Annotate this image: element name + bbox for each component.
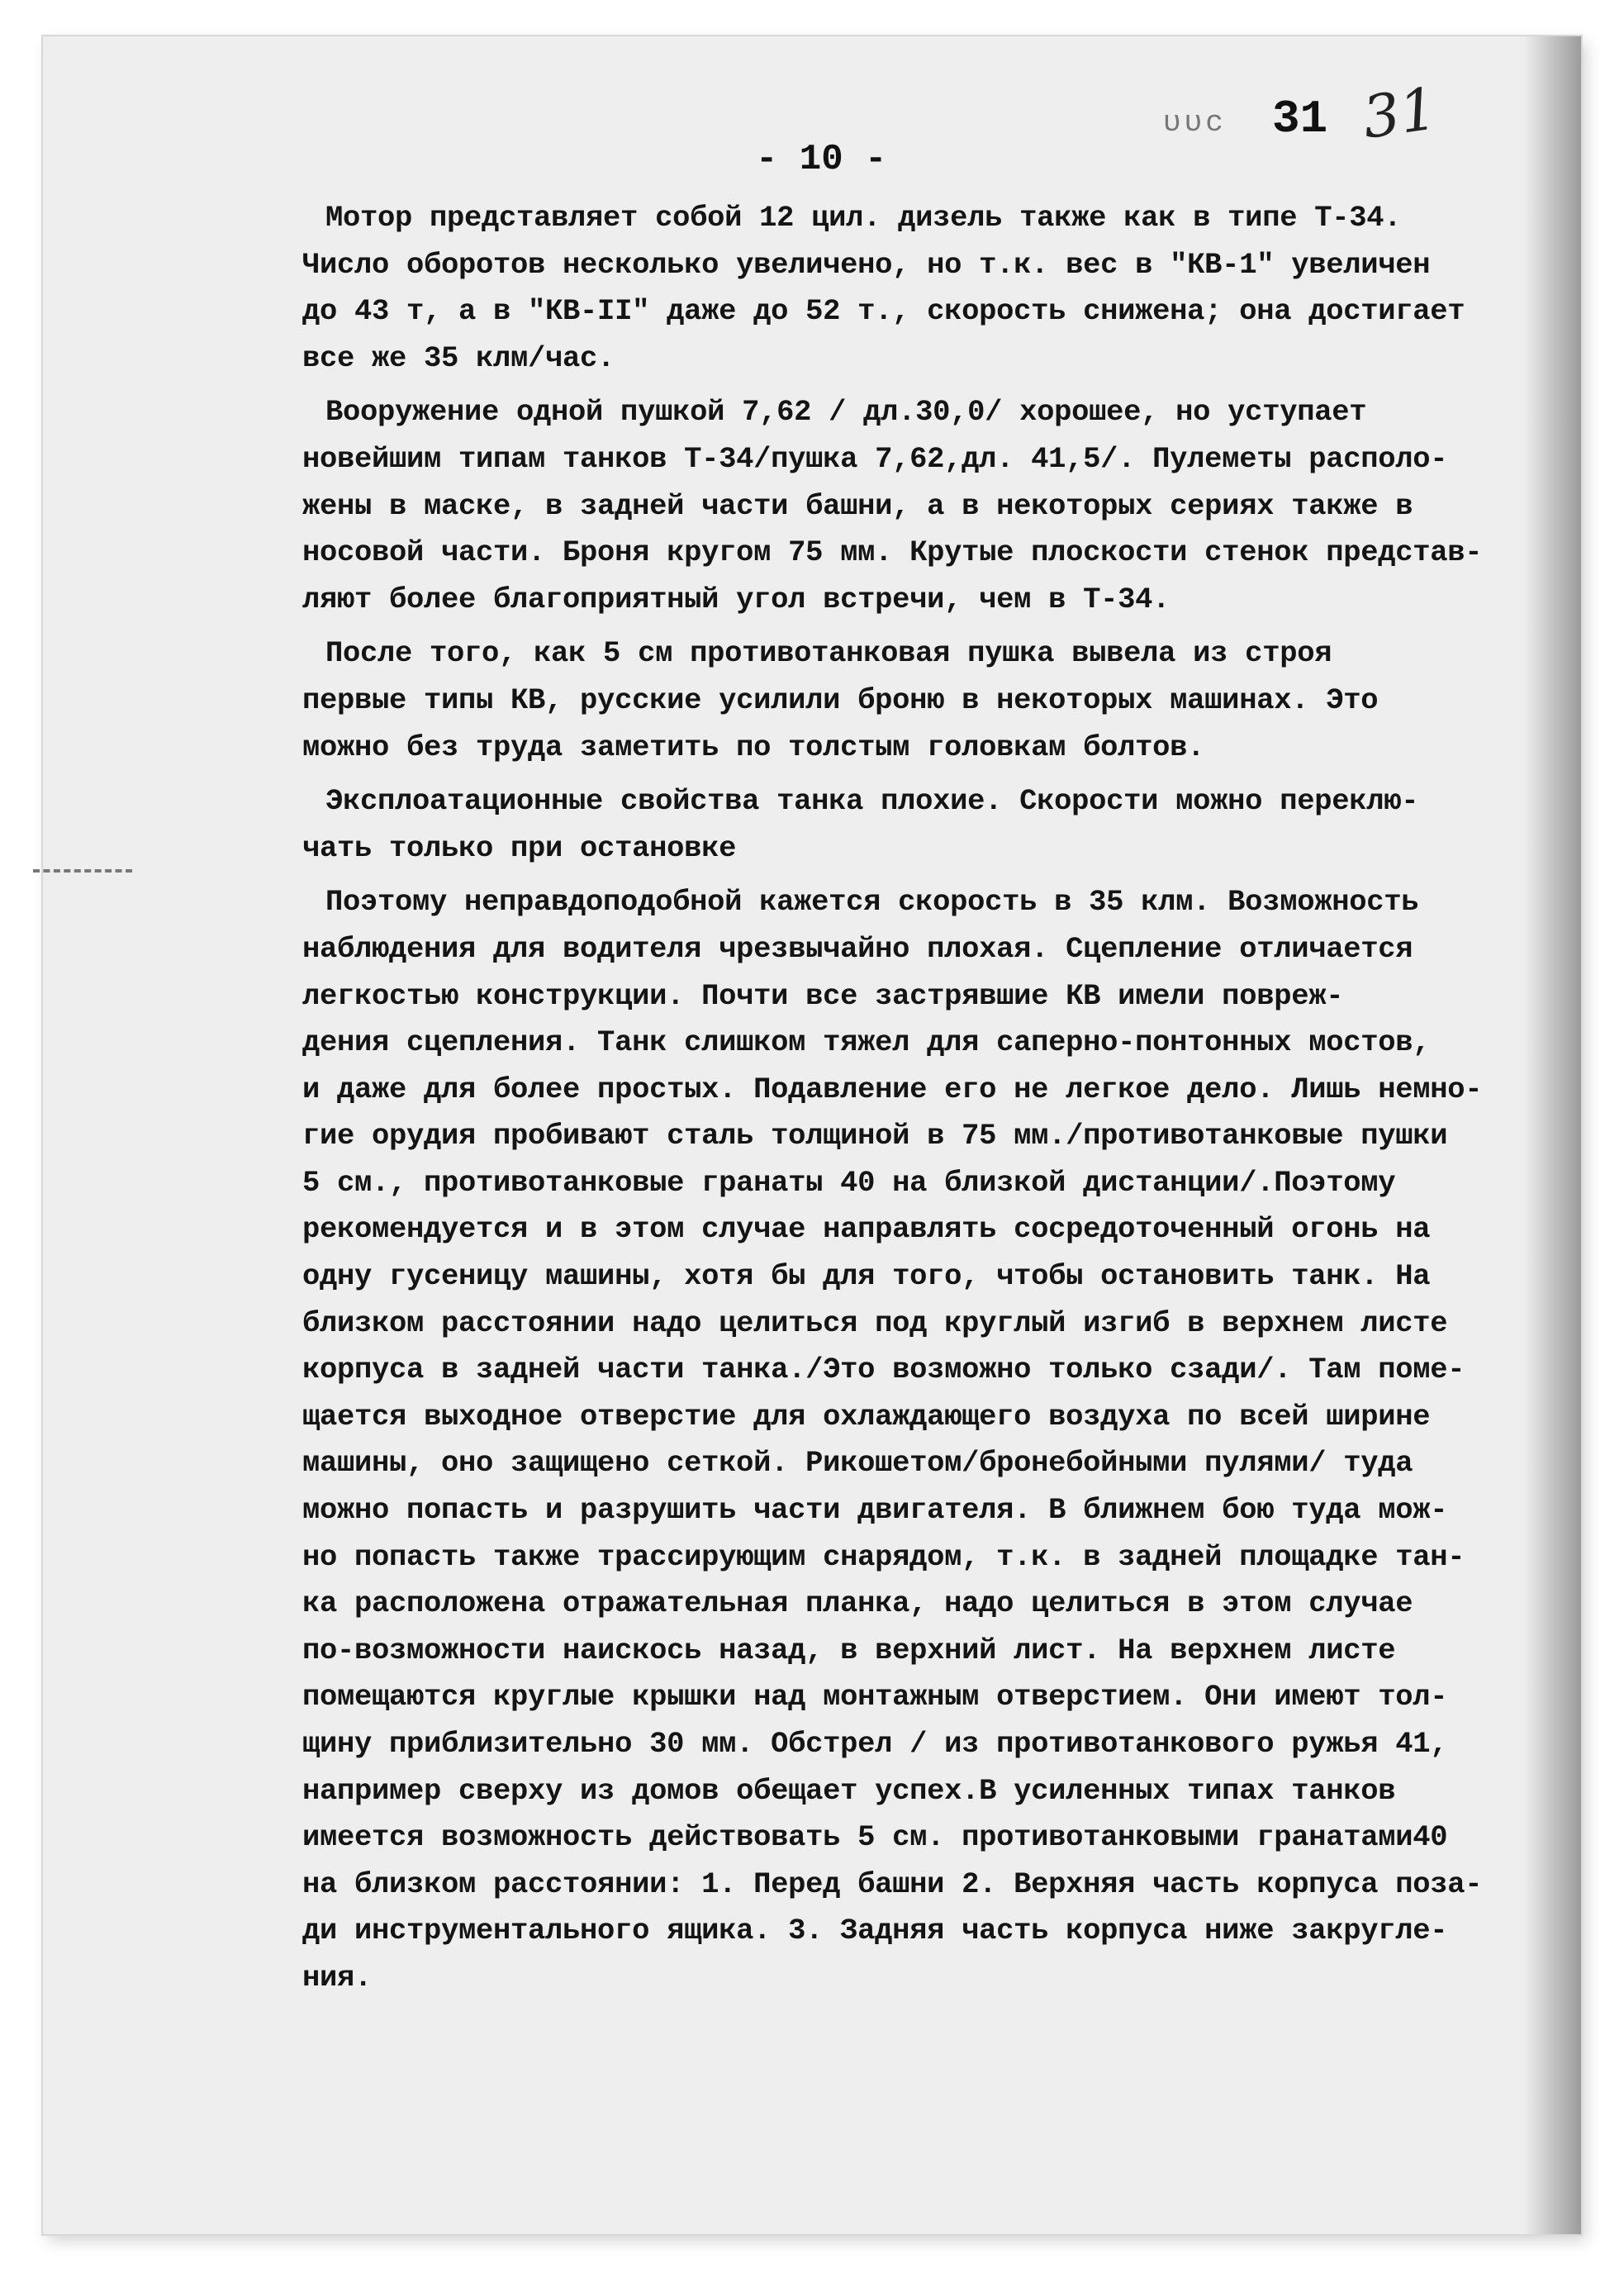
page-number: - 10 -: [756, 139, 887, 180]
body-line: по-возможности наискось назад, в верхний лист. На верхнем листе: [302, 1633, 1396, 1667]
body-line: например сверху из домов обещает успех.В усиленных типах танков: [302, 1773, 1396, 1808]
body-line: рекомендуется и в этом случае направлять сосредоточенный огонь на: [302, 1212, 1431, 1247]
body-line: Поэтому неправдоподобной кажется скорость в 35 клм. Возможность: [325, 885, 1419, 920]
body-line: гие орудия пробивают сталь толщиной в 75 мм./противотанковые пушки: [302, 1119, 1448, 1153]
body-line: дения сцепления. Танк слишком тяжел для саперно-понтонных мостов,: [302, 1025, 1431, 1060]
body-line: имеется возможность действовать 5 см. противотанковыми гранатами40: [302, 1820, 1448, 1855]
body-line: наблюдения для водителя чрезвычайно плохая. Сцепление отличается: [302, 931, 1413, 966]
body-line: ния.: [302, 1960, 373, 1995]
body-line: щается выходное отверстие для охлаждающего воздуха по всей ширине: [302, 1399, 1431, 1434]
body-line: После того, как 5 см противотанковая пушка вывела из строя: [325, 636, 1332, 671]
body-line: ляют более благоприятный угол встречи, чем в Т-34.: [302, 582, 1171, 616]
body-line: можно попасть и разрушить части двигателя. В ближнем бою туда мож-: [302, 1493, 1448, 1528]
body-line: близком расстоянии надо целиться под круглый изгиб в верхнем листе: [302, 1305, 1448, 1340]
body-line: корпуса в задней части танка./Это возможно только сзади/. Там поме-: [302, 1353, 1465, 1387]
body-line: Эксплоатационные свойства танка плохие. Скорости можно переклю-: [325, 784, 1419, 819]
body-line: легкостью конструкции. Почти все застрявшие КВ имели повреж-: [302, 978, 1344, 1013]
body-line: до 43 т, а в "КВ-II" даже до 52 т., скорость снижена; она достигает: [302, 294, 1465, 329]
body-line: ка расположена отражательная планка, надо целиться в этом случае: [302, 1586, 1413, 1621]
body-line: можно без труда заметить по толстым головкам болтов.: [302, 730, 1205, 764]
sheet-number: 31: [1272, 93, 1328, 145]
body-line: новейшим типам танков Т-34/пушка 7,62,дл. 41,5/. Пулеметы располо-: [302, 441, 1448, 476]
left-margin-mark: [33, 869, 132, 887]
body-line: Число оборотов несколько увеличено, но т.к. вес в "КВ-1" увеличен: [302, 247, 1431, 282]
body-line: 5 см., противотанковые гранаты 40 на близкой дистанции/.Поэтому: [302, 1165, 1396, 1200]
body-line: одну гусеницу машины, хотя бы для того, чтобы остановить танк. На: [302, 1259, 1431, 1294]
body-line: на близком расстоянии: 1. Перед башни 2. Верхняя часть корпуса поза-: [302, 1866, 1483, 1901]
body-line: но попасть также трассирующим снарядом, т.к. в задней площадке тан-: [302, 1539, 1465, 1574]
handwritten-sheet-number: 31: [1358, 74, 1441, 152]
body-line: машины, оно защищено сеткой. Рикошетом/бронебойными пулями/ туда: [302, 1446, 1413, 1481]
body-line: ди инструментального ящика. 3. Задняя часть корпуса ниже закругле-: [302, 1914, 1448, 1948]
body-line: Мотор представляет собой 12 цил. дизель также как в типе Т-34.: [325, 201, 1402, 235]
body-line: первые типы КВ, русские усилили броню в некоторых машинах. Это: [302, 682, 1379, 717]
body-line: помещаются круглые крышки над монтажным отверстием. Они имеют тол-: [302, 1680, 1448, 1714]
body-line: носовой части. Броня кругом 75 мм. Крутые плоскости стенок представ-: [302, 535, 1483, 570]
body-line: Вооружение одной пушкой 7,62 / дл.30,0/ хорошее, но уступает: [325, 395, 1367, 430]
archive-stamp-number: ʋʋc: [1163, 106, 1227, 140]
typewritten-body: [302, 195, 1603, 2002]
body-line: щину приблизительно 30 мм. Обстрел / из противотанкового ружья 41,: [302, 1727, 1448, 1761]
body-line: все же 35 клм/час.: [302, 340, 615, 375]
body-line: и даже для более простых. Подавление его не легкое дело. Лишь немно-: [302, 1072, 1483, 1106]
body-line: жены в маске, в задней части башни, а в некоторых сериях также в: [302, 488, 1413, 523]
body-line: чать только при остановке: [302, 830, 737, 865]
